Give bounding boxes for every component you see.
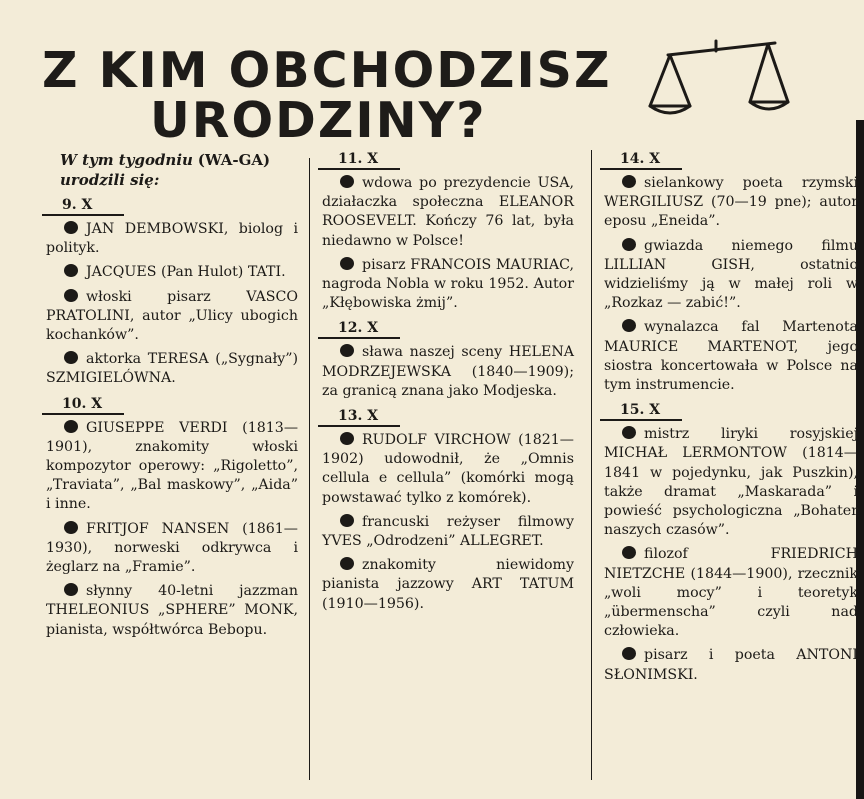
intro-part-3: urodzili się: [60,171,160,189]
bullet-icon [340,432,354,445]
birthday-entry [604,174,858,232]
bullet-icon [340,557,354,570]
birthday-entry [604,545,858,641]
entry-text: aktorka TERESA („Sygnały”) SZMIGIELÓWNA. [46,351,298,387]
bullet-icon [64,264,78,277]
bullet-icon [64,583,78,596]
column-divider [591,150,592,780]
entry-text: JACQUES (Pan Hulot) TATI. [86,264,286,281]
entry-text: mistrz liryki rosyjskiej MICHAŁ LERMONTOW (1814—1841 w pojedynku, jak Puszkin), także dramat „Maskarada” i powieść psychologiczna „Bohater naszych czasów”. [604,426,858,539]
entry-text: sława naszej sceny HELENA MODRZEJEWSKA (1840—1909); za granicą znana jako Modjeska. [322,344,574,399]
bullet-icon [64,351,78,364]
birthday-entry [604,425,858,540]
bullet-icon [64,289,78,302]
entry-text: włoski pisarz VASCO PRATOLINI, autor „Ulicy ubogich kochanków”. [46,288,298,344]
birthday-entry [322,556,574,614]
column-divider [309,158,310,780]
bullet-icon [64,521,78,534]
entry-text: FRITJOF NANSEN (1861—1930), norweski odkrywca i żeglarz na „Framie”. [46,520,298,576]
day-header: 15. X [600,401,682,421]
bullet-icon [622,238,636,251]
birthday-entry [604,237,858,314]
day-header: 10. X [42,395,124,415]
bullet-icon [340,257,354,270]
entry-text: gwiazda niemego filmu LILLIAN GISH, ostatnio widzieliśmy ją w małej roli w „Rozkaz — zabić!”. [604,237,858,312]
bullet-icon [340,344,354,357]
birthday-entry [46,582,298,640]
headline-line-2: URODZINY? [150,92,487,149]
bullet-icon [622,175,636,188]
birthday-entry [322,174,574,251]
day-header: 12. X [318,319,400,339]
entry-text: francuski reżyser filmowy YVES „Odrodzeni” ALLEGRET. [322,513,574,550]
libra-scales-icon [640,38,800,126]
entry-text: sielankowy poeta rzymski WERGILIUSZ (70—19 pne); autor eposu „Eneida”. [604,175,858,230]
entry-text: słynny 40-letni jazzman THELEONIUS „SPHERE” MONK, pianista, współtwórca Bebopu. [46,583,298,638]
birthday-entry [46,419,298,515]
birthday-entry [322,513,574,551]
birthday-entry [46,520,298,578]
column-3 [604,150,858,690]
intro-part-1: W tym tygodniu [60,151,193,169]
birthday-entry [46,288,298,346]
entry-text: pisarz FRANCOIS MAURIAC, nagroda Nobla w roku 1952. Autor „Kłębowiska żmij”. [322,256,574,312]
intro-part-2: (WA-GA) [197,151,271,169]
entry-text: RUDOLF VIRCHOW (1821—1902) udowodnił, że „Omnis cellula e cellula” (komórki mogą powstawać tylko z komórek). [322,432,574,506]
bullet-icon [622,647,636,660]
entry-text: GIUSEPPE VERDI (1813—1901), znakomity włoski kompozytor operowy: „Rigoletto”, „Traviata”, „Bal maskowy”, „Aida” i inne. [46,419,298,513]
bullet-icon [622,426,636,439]
birthday-entry [322,343,574,401]
day-header: 14. X [600,150,682,170]
entry-text: wynalazca fal Martenota MAURICE MARTENOT, jego siostra koncertowała w Polsce na tym instrumencie. [604,319,858,394]
column-2 [322,150,574,619]
bullet-icon [340,514,354,527]
entry-text: filozof FRIEDRICH NIETZCHE (1844—1900), rzecznik „woli mocy” i teoretyk „übermenscha” czyli nad człowieka. [604,546,858,640]
headline-line-1: Z KIM OBCHODZISZ [42,42,612,99]
headline [42,42,612,149]
birthday-entry [46,350,298,388]
bullet-icon [64,221,78,234]
day-header: 11. X [318,150,400,170]
entry-text: pisarz i poeta ANTONI SŁONIMSKI. [604,647,858,683]
entry-text: znakomity niewidomy pianista jazzowy ART TATUM (1910—1956). [322,557,574,612]
entry-text: wdowa po prezydencie USA, działaczka społeczna ELEANOR ROOSEVELT. Kończy 76 lat, była niedawno w Polsce! [322,175,574,249]
bullet-icon [340,175,354,188]
birthday-entry [604,646,858,684]
bullet-icon [622,546,636,559]
birthday-entry [46,263,298,282]
bullet-icon [622,319,636,332]
birthday-entry [322,431,574,508]
day-header: 13. X [318,407,400,427]
day-header: 9. X [42,196,124,216]
birthday-entry [322,256,574,314]
birthday-entry [604,318,858,395]
intro-text [60,150,298,190]
entry-text: JAN DEMBOWSKI, biolog i polityk. [46,221,298,257]
birthday-entry [46,220,298,258]
bullet-icon [64,420,78,433]
column-1 [46,150,298,645]
